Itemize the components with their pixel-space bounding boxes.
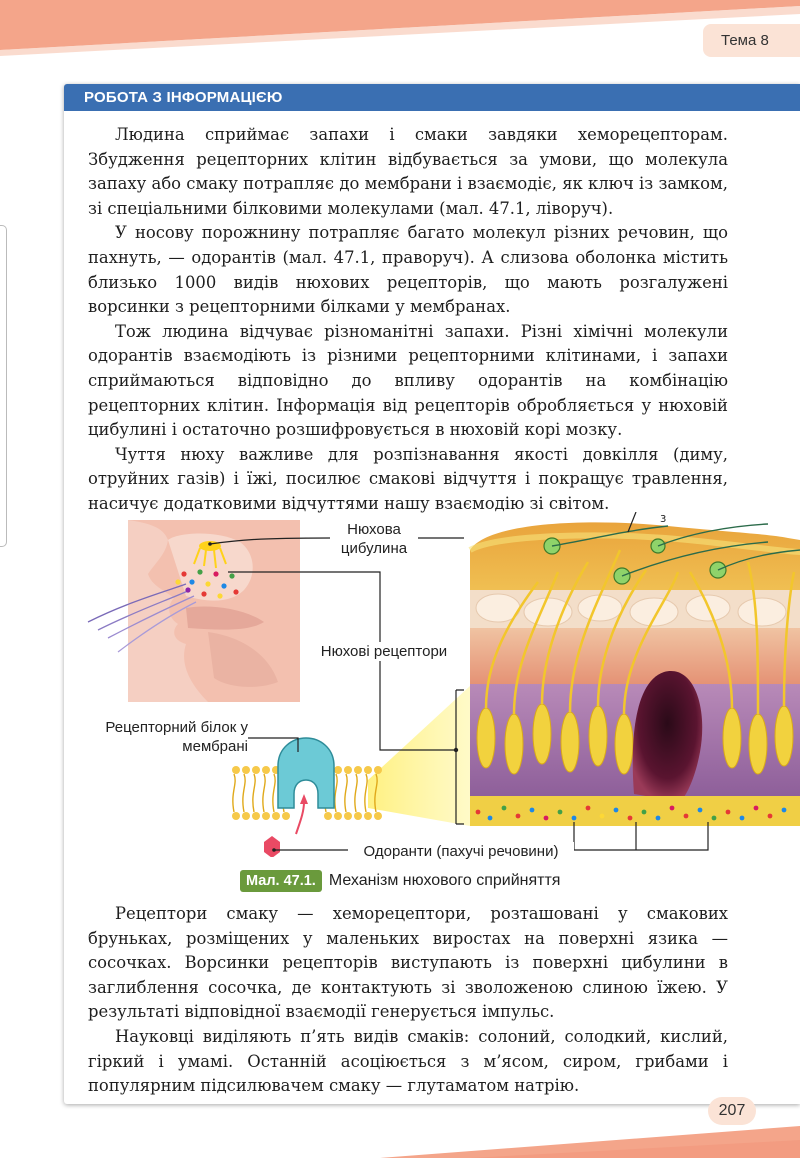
top-decorative-band	[0, 0, 800, 62]
bottom-decorative-band	[0, 1118, 800, 1158]
callout-number: 3	[660, 514, 667, 525]
head-profile-image	[88, 520, 300, 702]
card-header	[64, 84, 800, 111]
paragraph: Чуття нюху важливе для розпізнавання якості довкілля (диму, отруйних газів) і їжі, посилює смакові відчуття і покращує травлення, насичує додатковими відчуттями нашу взаємодію зі світом.	[88, 444, 728, 513]
topic-label: Тема 8	[721, 32, 769, 49]
caption-text: Механізм нюхового сприйняття	[328, 872, 561, 889]
cell-membrane-image	[232, 738, 382, 857]
paragraph: Тож людина відчуває різноманітні запахи. Різні хімічні молекули одорантів взаємодіють із різними рецепторними клітинами, і запахи сприймаються відповідно до впливу одорантів на комбінацію рецепторних клітин. Інформація від рецепторів обробляється у нюховій цибулині і остаточно розшифровується в нюховій корі мозку.	[88, 321, 728, 440]
figure-olfaction	[68, 512, 800, 860]
magnification-beam	[368, 686, 470, 826]
caption-number: Мал. 47.1.	[240, 870, 322, 892]
paragraph: Рецептори смаку — хеморецептори, розташовані у смакових бруньках, розміщених у маленьких виростах на поверхні язика — сосочках. Ворсинки рецепторів виступають із поверхні цибулини в заглиблення сосочка, де контактують зі зволоженою слиною їжею. У результаті відповідної взаємодії генерується імпульс.	[88, 904, 728, 1022]
page-number-text: 207	[718, 1102, 746, 1119]
paragraph: У носову порожнину потрапляє багато молекул різних речовин, що пахнуть, — одорантів (мал. 47.1, праворуч). А слизова оболонка містить близько 1000 видів нюхових рецепторів, що мають розгалужені ворсинки з рецепторними білками у мембранах.	[88, 223, 728, 317]
section-title: РОБОТА З ІНФОРМАЦІЄЮ	[84, 89, 283, 106]
olfaction-illustration	[68, 512, 800, 857]
olfactory-epithelium-image	[470, 522, 800, 826]
margin-bracket	[0, 225, 7, 547]
paragraph: Людина сприймає запахи і смаки завдяки хеморецепторам. Збудження рецепторних клітин відбувається за умови, що молекула запаху або смаку потрапляє до мембрани і взаємодіє, як ключ із замком, зі спеціальними білковими молекулами (мал. 47.1, ліворуч).	[88, 125, 728, 218]
label-olfactory-bulb: Нюхова цибулина	[330, 520, 418, 558]
topic-tab	[703, 24, 800, 57]
figure-caption	[240, 868, 560, 894]
body-text-top	[88, 123, 728, 517]
label-receptor-protein: Рецепторний білок у мембрані	[94, 718, 248, 756]
body-text-bottom	[88, 902, 728, 1099]
paragraph: Науковці виділяють п’ять видів смаків: солоний, солодкий, кислий, гіркий і умамі. Останній асоціюється з м’ясом, сиром, грибами і популярним підсилювачем смаку — глутаматом натрію.	[88, 1026, 728, 1096]
label-odorants: Одоранти (пахучі речовини)	[348, 842, 574, 861]
label-olfactory-receptors: Нюхові рецептори	[304, 642, 464, 661]
